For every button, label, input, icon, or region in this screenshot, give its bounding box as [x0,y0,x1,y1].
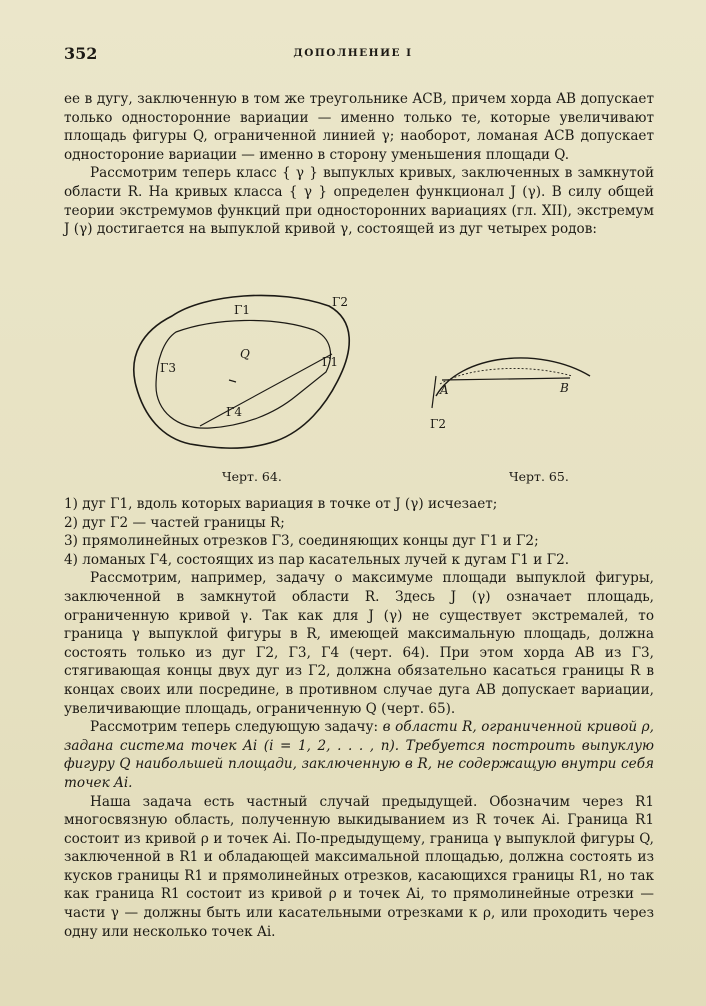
running-head: ДОПОЛНЕНИЕ I [293,47,413,59]
list-item-3: 3) прямолинейных отрезков Γ3, соединяющих концы дуг Γ1 и Γ2; [64,533,539,550]
list-item-2: 2) дуг Γ2 — частей границы R; [64,514,285,531]
dashed-variation [440,368,572,384]
figure-64 [64,276,364,466]
figures-row [64,276,654,488]
left-edge [432,376,436,408]
fig64-label-gamma3: Γ3 [160,361,176,375]
fig65-label-gamma2: Γ2 [430,417,446,431]
tick-mark [229,380,236,382]
fig65-label-a: A [440,383,449,397]
paragraph-2: Рассмотрим теперь класс { γ } выпуклых кривых, заключенных в замкнутой области R. На кривых класса { γ } определен функционал J (γ). В силу общей теории экстремумов функций при односторонних вариациях (гл. XII), экстремум J (γ) достигается на выпуклой кривой γ, состоящей из дуг четырех родов: [64,165,654,238]
convex-curve [156,320,330,428]
fig64-label-gamma4: Γ4 [226,405,242,419]
fig64-label-gamma1-right: Γ1 [322,355,338,369]
paragraph-4-intro: Рассмотрим теперь следующую задачу: [90,719,383,736]
problem-statement: в области R, ограниченной кривой ρ, задана система точек Ai (i = 1, 2, . . . , n). Требуется построить выпуклую фигуру Q наибольшей площади, заключенную в R, не содержащую внутри себя точек Ai. [64,719,654,791]
caption-fig-65: Черт. 65. [509,469,569,484]
fig65-label-b: B [560,381,569,395]
list-item-4: 4) ломаных Γ4, состоящих из пар касательных лучей к дугам Γ1 и Γ2. [64,551,570,568]
fig64-label-gamma1-top: Γ1 [234,303,250,317]
text-block-top [64,90,654,239]
list-item-1: 1) дуг Γ1, вдоль которых вариация в точке от J (γ) исчезает; [64,496,498,512]
caption-fig-64: Черт. 64. [222,469,282,484]
paragraph-1: ее в дугу, заключенную в том же треугольнике ACB, причем хорда AB допускает только односторонние вариации — именно только те, которые увеличивают площадь фигуры Q, ограниченной линией γ; наоборот, ломаная ACB допускает одностороние вариации — именно в сторону уменьшения площади Q. [64,91,654,163]
fig64-label-q: Q [240,347,250,361]
page-number: 352 [64,44,98,63]
paragraph-4 [64,718,654,792]
page-header [64,44,642,68]
paragraph-3: Рассмотрим, например, задачу о максимуме площади выпуклой фигуры, заключенной в замкнутой области R. Здесь J (γ) означает площадь, ограниченную кривой γ. Так как для J (γ) не существует экстремалей, то граница γ выпуклой фигуры в R, имеющей максимальную площадь, должна состоять только из дуг Γ2, Γ3, Γ4 (черт. 64). При этом хорда AB из Γ3, стягивающая концы двух дуг из Γ2, должна обязательно касаться границы R в концах своих или посредине, в противном случае дуга AB допускает вариации, увеличивающие площадь, ограниченную Q (черт. 65). [64,570,654,717]
text-block-bottom [64,495,654,941]
fig64-label-gamma2: Γ2 [332,295,348,309]
paragraph-5: Наша задача есть частный случай предыдущей. Обозначим через R1 многосвязную область, полученную выкидыванием из R точек Ai. Граница R1 состоит из кривой ρ и точек Ai. По-предыдущему, граница γ выпуклой фигуры Q, заключенной в R1 и обладающей максимальной площадью, должна состоять из кусков границы R1 и прямолинейных отрезков, касающихся границы R1, но так как граница R1 состоит из кривой ρ и точек Ai, то прямолинейные отрезки — части γ — должны быть или касательными отрезками к ρ, или проходить через одну или несколько точек Ai. [64,793,654,940]
figure-65 [430,346,600,446]
chord-ab [442,378,570,380]
